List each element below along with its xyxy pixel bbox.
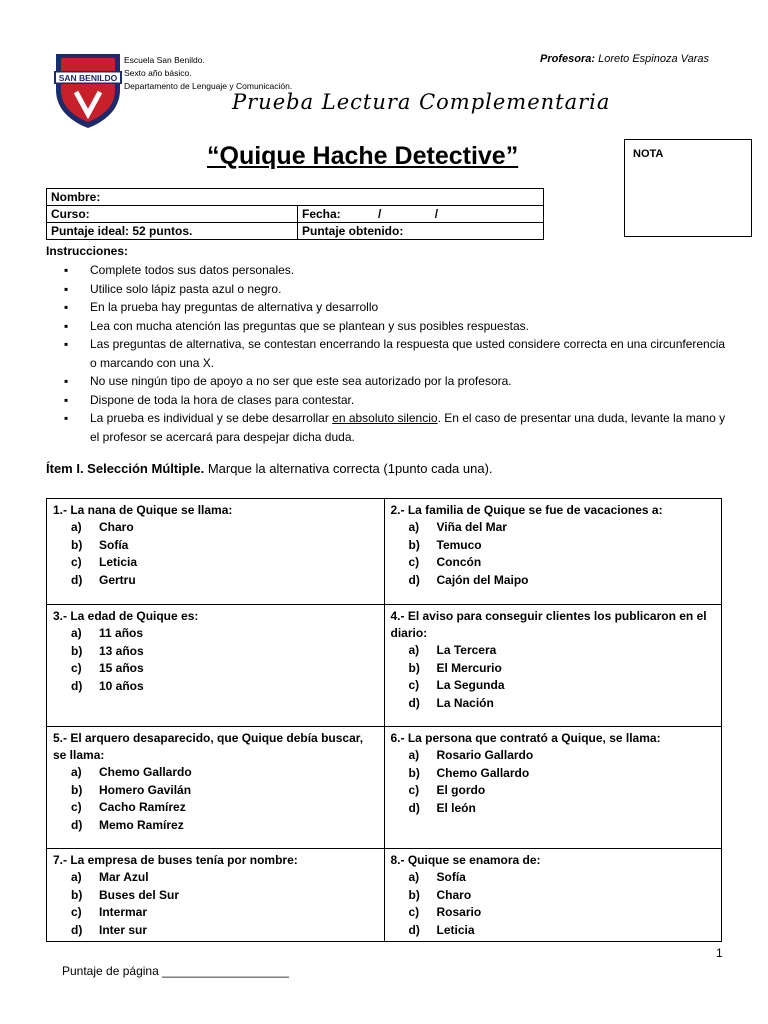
option-item[interactable] bbox=[53, 660, 378, 678]
option-text: Charo bbox=[99, 520, 134, 534]
option-letter: a) bbox=[71, 520, 82, 534]
option-letter: c) bbox=[71, 800, 82, 814]
question-text: 4.- El aviso para conseguir clientes los publicaron en el diario: bbox=[390, 609, 707, 640]
option-item[interactable] bbox=[53, 764, 378, 782]
option-letter: b) bbox=[408, 660, 420, 675]
question-cell bbox=[384, 849, 722, 942]
option-item[interactable] bbox=[53, 554, 378, 572]
question-cell bbox=[47, 727, 385, 849]
option-letter: b) bbox=[71, 537, 83, 552]
options-list bbox=[391, 519, 716, 589]
grade-label: NOTA bbox=[633, 148, 664, 160]
question-cell bbox=[384, 499, 722, 605]
option-letter: d) bbox=[408, 695, 420, 710]
instruction-item: ▪ Las preguntas de alternativa, se contestan encerrando la respuesta que usted considere correcta en una circunferencia o marcando con una X. bbox=[46, 335, 726, 372]
option-letter: b) bbox=[408, 765, 420, 780]
grade-box bbox=[624, 139, 752, 237]
option-letter: c) bbox=[71, 905, 82, 919]
name-label: Nombre: bbox=[51, 189, 101, 204]
instruction-item: ▪ Complete todos sus datos personales. bbox=[46, 261, 726, 280]
option-text: Temuco bbox=[436, 537, 482, 552]
options-list bbox=[53, 519, 378, 589]
question-cell bbox=[47, 499, 385, 605]
instruction-item bbox=[46, 409, 726, 446]
option-letter: a) bbox=[408, 520, 420, 534]
option-item[interactable] bbox=[53, 625, 378, 643]
option-text: Inter sur bbox=[99, 922, 148, 937]
instructions-heading: Instrucciones: bbox=[46, 244, 129, 258]
options-list bbox=[391, 747, 716, 817]
ideal-score bbox=[47, 223, 298, 240]
option-letter: d) bbox=[71, 572, 83, 587]
option-item[interactable] bbox=[53, 904, 378, 922]
option-text: Homero Gavilán bbox=[99, 782, 192, 797]
option-text: 13 años bbox=[99, 643, 144, 658]
option-letter: b) bbox=[408, 887, 420, 902]
option-item[interactable] bbox=[53, 678, 378, 696]
teacher-name: Loreto Espinoza Varas bbox=[598, 53, 709, 65]
option-letter: c) bbox=[408, 783, 420, 797]
instruction-item: ▪ En la prueba hay preguntas de alternativa y desarrollo bbox=[46, 298, 726, 317]
option-letter: c) bbox=[408, 555, 420, 569]
options-list bbox=[53, 869, 378, 939]
option-item[interactable] bbox=[391, 869, 716, 887]
option-letter: a) bbox=[71, 870, 82, 884]
option-text: Gertru bbox=[99, 572, 136, 587]
department: Departamento de Lenguaje y Comunicación. bbox=[124, 81, 293, 91]
name-field[interactable] bbox=[47, 189, 544, 206]
course-field[interactable] bbox=[47, 206, 298, 223]
option-letter: d) bbox=[408, 922, 420, 937]
section-heading bbox=[46, 461, 493, 476]
option-letter: b) bbox=[71, 782, 83, 797]
option-text: Sofía bbox=[436, 870, 466, 884]
option-letter: d) bbox=[71, 678, 83, 693]
option-item[interactable] bbox=[391, 695, 716, 713]
date-field[interactable] bbox=[298, 206, 544, 223]
option-text: Cacho Ramírez bbox=[99, 800, 186, 814]
option-item[interactable] bbox=[391, 660, 716, 678]
instruction-text: La prueba es individual y se debe desarrollar bbox=[90, 411, 333, 425]
student-info-table bbox=[46, 188, 544, 240]
test-subtitle: Prueba Lectura Complementaria bbox=[232, 90, 611, 114]
option-text: Leticia bbox=[99, 555, 138, 569]
option-text: Concón bbox=[436, 555, 482, 569]
option-text: La Nación bbox=[436, 695, 494, 710]
instruction-item: ▪ Dispone de toda la hora de clases para contestar. bbox=[46, 391, 726, 410]
school-logo bbox=[52, 50, 124, 130]
date-slashes: / / bbox=[378, 206, 439, 221]
instruction-item: ▪ No use ningún tipo de apoyo a no ser que este sea autorizado por la profesora. bbox=[46, 372, 726, 391]
question-cell bbox=[47, 849, 385, 942]
option-text: El Mercurio bbox=[436, 660, 502, 675]
option-item[interactable] bbox=[391, 537, 716, 555]
option-item[interactable] bbox=[53, 572, 378, 590]
options-list bbox=[391, 642, 716, 712]
option-item[interactable] bbox=[53, 782, 378, 800]
option-item[interactable] bbox=[391, 904, 716, 922]
section-instruction: Marque la alternativa correcta (1punto cada una). bbox=[204, 461, 493, 476]
option-text: Rosario Gallardo bbox=[436, 748, 534, 762]
instruction-emphasis: en absoluto silencio bbox=[332, 411, 438, 425]
option-text: Mar Azul bbox=[99, 870, 149, 884]
svg-text:SAN BENILDO: SAN BENILDO bbox=[58, 73, 118, 83]
option-letter: d) bbox=[71, 922, 83, 937]
option-item[interactable] bbox=[391, 800, 716, 818]
option-item[interactable] bbox=[391, 765, 716, 783]
option-text: El gordo bbox=[436, 783, 486, 797]
options-list bbox=[391, 869, 716, 939]
option-item[interactable] bbox=[391, 887, 716, 905]
option-letter: c) bbox=[71, 661, 82, 675]
instruction-item: ▪ Lea con mucha atención las preguntas que se plantean y sus posibles respuestas. bbox=[46, 317, 726, 336]
option-text: Buses del Sur bbox=[99, 887, 180, 902]
option-letter: a) bbox=[408, 870, 420, 884]
option-item[interactable] bbox=[53, 799, 378, 817]
question-cell bbox=[47, 605, 385, 727]
question-text: 3.- La edad de Quique es: bbox=[53, 609, 199, 623]
option-item[interactable] bbox=[53, 922, 378, 940]
option-item[interactable] bbox=[53, 643, 378, 661]
date-label: Fecha: bbox=[302, 206, 341, 221]
option-text: La Segunda bbox=[436, 678, 505, 692]
question-text: 7.- La empresa de buses tenía por nombre: bbox=[53, 853, 298, 867]
page-score: Puntaje de página ___________________ bbox=[62, 964, 289, 978]
question-text: 8.- Quique se enamora de: bbox=[390, 853, 541, 867]
question-text: 1.- La nana de Quique se llama: bbox=[53, 503, 233, 517]
teacher-label: Profesora: bbox=[540, 53, 596, 65]
option-letter: a) bbox=[71, 626, 82, 640]
option-text: Chemo Gallardo bbox=[436, 765, 530, 780]
option-text: Rosario bbox=[436, 905, 482, 919]
question-text: 2.- La familia de Quique se fue de vacaciones a: bbox=[390, 503, 663, 517]
option-letter: b) bbox=[71, 643, 83, 658]
option-text: La Tercera bbox=[436, 643, 497, 657]
ideal-score-label: Puntaje ideal: 52 puntos. bbox=[51, 223, 193, 238]
option-letter: b) bbox=[408, 537, 420, 552]
course-label: Curso: bbox=[51, 206, 90, 221]
question-cell bbox=[384, 605, 722, 727]
option-item[interactable] bbox=[391, 519, 716, 537]
option-letter: a) bbox=[71, 765, 82, 779]
option-text: 10 años bbox=[99, 678, 144, 693]
option-item[interactable] bbox=[391, 554, 716, 572]
option-item[interactable] bbox=[391, 572, 716, 590]
option-item[interactable] bbox=[391, 642, 716, 660]
option-text: Leticia bbox=[436, 922, 475, 937]
question-text: 6.- La persona que contrató a Quique, se llama: bbox=[390, 731, 661, 745]
teacher-line bbox=[540, 53, 709, 65]
school-name: Escuela San Benildo. bbox=[124, 55, 205, 65]
question-text: 5.- El arquero desaparecido, que Quique debía buscar, se llama: bbox=[53, 731, 364, 762]
options-list bbox=[53, 625, 378, 695]
option-letter: c) bbox=[408, 905, 420, 919]
option-letter: d) bbox=[408, 800, 420, 815]
instruction-item: ▪ Utilice solo lápiz pasta azul o negro. bbox=[46, 280, 726, 299]
option-text: Viña del Mar bbox=[436, 520, 507, 534]
instructions-list bbox=[46, 261, 726, 446]
page-number: 1 bbox=[716, 946, 723, 960]
page-title: “Quique Hache Detective” bbox=[207, 142, 519, 170]
option-letter: b) bbox=[71, 887, 83, 902]
option-text: El león bbox=[436, 800, 476, 815]
option-item[interactable] bbox=[53, 887, 378, 905]
option-text: Charo bbox=[436, 887, 472, 902]
option-item[interactable] bbox=[391, 782, 716, 800]
option-item[interactable] bbox=[53, 817, 378, 835]
option-letter: d) bbox=[408, 572, 420, 587]
question-cell bbox=[384, 727, 722, 849]
option-letter: c) bbox=[71, 555, 82, 569]
option-text: Intermar bbox=[99, 905, 148, 919]
option-letter: c) bbox=[408, 678, 420, 692]
option-text: Cajón del Maipo bbox=[436, 572, 529, 587]
option-item[interactable] bbox=[391, 747, 716, 765]
option-letter: d) bbox=[71, 817, 83, 832]
option-item[interactable] bbox=[53, 519, 378, 537]
option-item[interactable] bbox=[53, 869, 378, 887]
instruction-text: . En el caso de presentar una duda, levante la mano y el profesor se acercará para despejar dicha duda. bbox=[90, 411, 726, 444]
grade-level: Sexto año básico. bbox=[124, 68, 192, 78]
option-text: 15 años bbox=[99, 661, 144, 675]
option-item[interactable] bbox=[53, 537, 378, 555]
option-text: Memo Ramírez bbox=[99, 817, 184, 832]
option-item[interactable] bbox=[391, 922, 716, 940]
option-letter: a) bbox=[408, 748, 420, 762]
option-item[interactable] bbox=[391, 677, 716, 695]
section-label: Ítem I. Selección Múltiple. bbox=[46, 461, 205, 476]
options-list bbox=[53, 764, 378, 834]
obtained-score-label: Puntaje obtenido: bbox=[302, 223, 404, 238]
option-letter: a) bbox=[408, 643, 420, 657]
option-text: 11 años bbox=[99, 626, 144, 640]
option-text: Sofía bbox=[99, 537, 129, 552]
questions-table bbox=[46, 498, 722, 942]
option-text: Chemo Gallardo bbox=[99, 765, 192, 779]
obtained-score-field[interactable] bbox=[298, 223, 544, 240]
